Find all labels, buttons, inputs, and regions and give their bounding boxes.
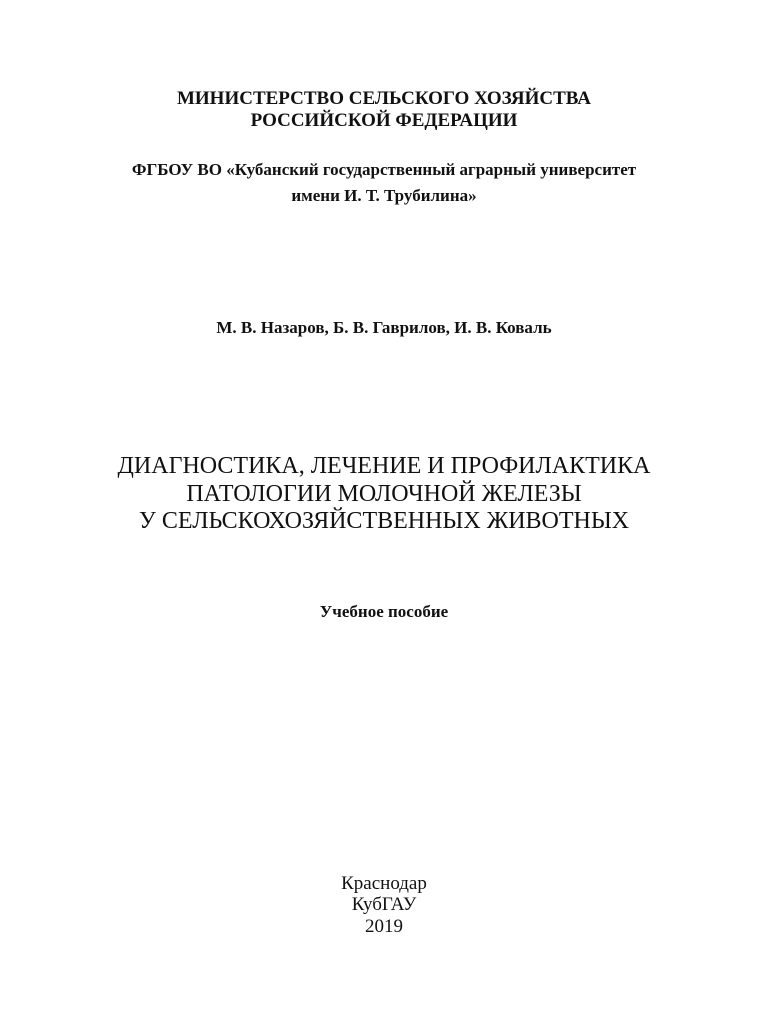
ministry-line-1: МИНИСТЕРСТВО СЕЛЬСКОГО ХОЗЯЙСТВА xyxy=(176,88,592,109)
university-line-1: ФГБОУ ВО «Кубанский государственный аграрный университет xyxy=(131,160,637,179)
book-title-line-3: У СЕЛЬСКОХОЗЯЙСТВЕННЫХ ЖИВОТНЫХ xyxy=(138,508,630,534)
book-title-line-2: ПАТОЛОГИИ МОЛОЧНОЙ ЖЕЛЕЗЫ xyxy=(186,481,582,507)
book-type: Учебное пособие xyxy=(319,602,449,621)
imprint-year: 2019 xyxy=(365,916,403,937)
ministry-line-2: РОССИЙСКОЙ ФЕДЕРАЦИИ xyxy=(250,110,518,131)
imprint-city: Краснодар xyxy=(341,873,427,894)
imprint-publisher: КубГАУ xyxy=(351,894,417,915)
authors: М. В. Назаров, Б. В. Гаврилов, И. В. Коваль xyxy=(216,318,552,337)
book-title-line-1: ДИАГНОСТИКА, ЛЕЧЕНИЕ И ПРОФИЛАКТИКА xyxy=(117,453,651,479)
university-line-2: имени И. Т. Трубилина» xyxy=(291,186,477,205)
